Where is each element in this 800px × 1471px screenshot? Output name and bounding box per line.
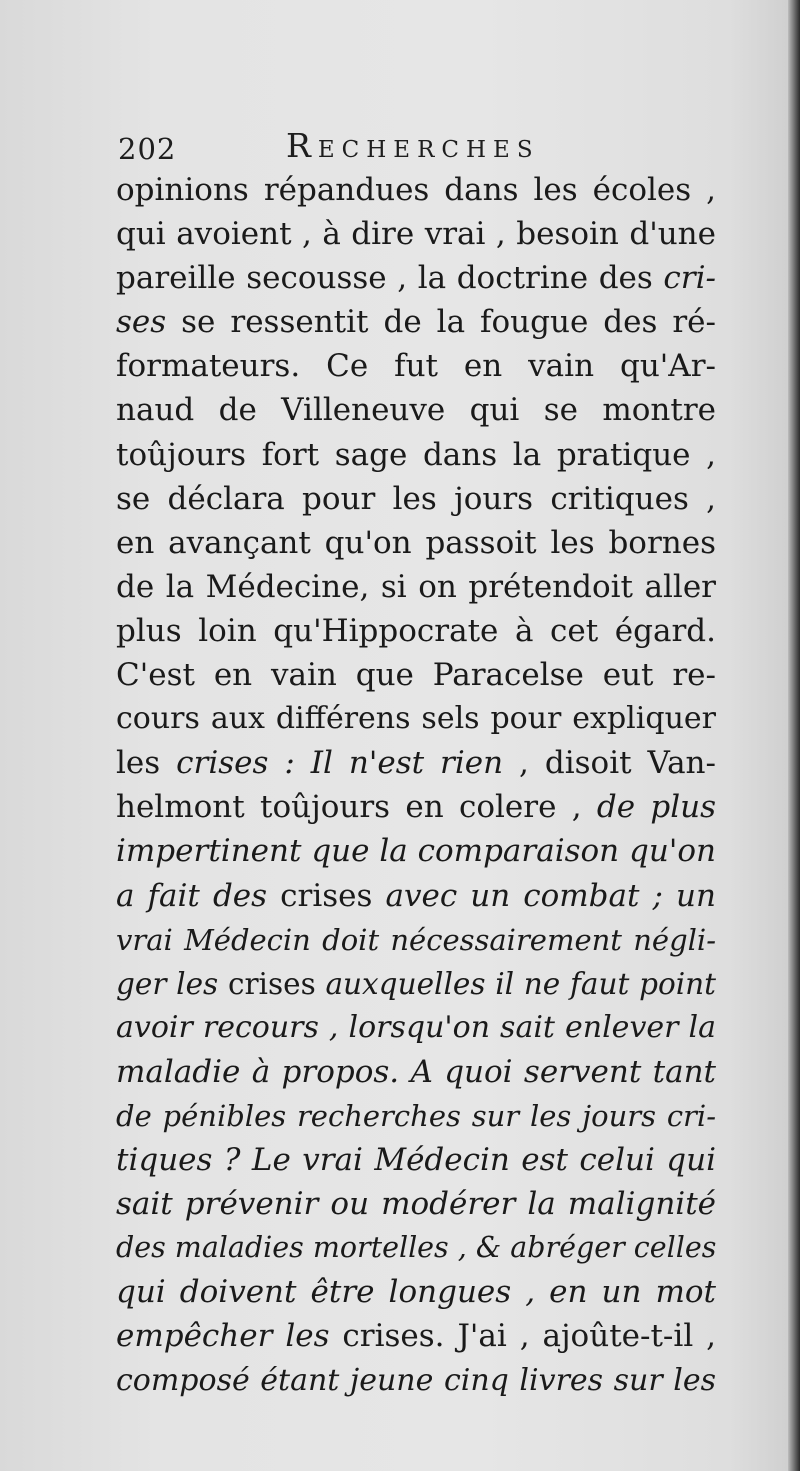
text-segment: toûjours fort sage dans la pratique , xyxy=(116,436,716,473)
text-line xyxy=(116,918,716,962)
text-segment: cours aux différens sels pour expliquer xyxy=(116,701,716,737)
italic-text-segment: de pénibles recherches sur les jours cri- xyxy=(116,1098,716,1133)
text-line xyxy=(116,1314,716,1358)
text-segment: en avançant qu'on passoit les bornes xyxy=(116,524,716,561)
page-number: 202 xyxy=(118,132,177,166)
page-edge-shadow xyxy=(788,0,800,1471)
text-segment: C'est en vain que Paracelse eut re- xyxy=(116,657,716,694)
running-head: Recherches xyxy=(286,126,540,165)
text-line xyxy=(116,344,716,388)
text-segment: de la Médecine, si on prétendoit aller xyxy=(116,568,716,605)
text-line xyxy=(116,785,716,829)
italic-text-segment: ses xyxy=(116,304,167,341)
text-segment: crises xyxy=(227,966,316,1001)
text-line xyxy=(116,256,716,300)
text-line xyxy=(116,874,716,918)
italic-text-segment: avoir recours , lorsqu'on sait enlever la xyxy=(116,1009,716,1045)
text-line xyxy=(116,1182,716,1226)
text-segment: , ajoûte-t-il , xyxy=(506,1318,716,1355)
italic-text-segment: ger les xyxy=(116,966,228,1001)
text-line xyxy=(116,1226,716,1270)
italic-text-segment: vrai Médecin doit nécessairement négli- xyxy=(116,922,716,957)
text-line xyxy=(116,829,716,873)
italic-text-segment: crises : Il n'est rien xyxy=(176,745,504,782)
text-segment: se ressentit de la fougue des ré- xyxy=(166,304,716,341)
text-segment: qui avoient , à dire vrai , besoin d'une xyxy=(116,216,716,253)
text-line xyxy=(116,653,716,697)
text-line xyxy=(116,1094,716,1138)
text-segment: opinions répandues dans les écoles , xyxy=(116,172,716,208)
text-segment: crises. J'ai xyxy=(342,1318,507,1355)
text-line xyxy=(116,477,716,521)
italic-text-segment: sait prévenir ou modérer la malignité xyxy=(116,1186,716,1223)
italic-text-segment: impertinent que la comparaison qu'on xyxy=(116,833,716,870)
text-segment: crises xyxy=(280,877,373,914)
text-line xyxy=(116,697,716,741)
text-segment: naud de Villeneuve qui se montre xyxy=(116,392,716,429)
italic-text-segment: a fait des xyxy=(116,877,281,914)
text-segment: helmont toûjours en colere , xyxy=(116,789,597,826)
text-line xyxy=(116,168,716,212)
italic-text-segment: empêcher les xyxy=(116,1318,343,1355)
text-line xyxy=(116,300,716,344)
text-line xyxy=(116,433,716,477)
italic-text-segment: auxquelles il ne faut point xyxy=(315,966,716,1001)
text-segment: les xyxy=(116,745,177,782)
page-header xyxy=(118,126,718,170)
text-line xyxy=(116,609,716,653)
italic-text-segment: composé étant jeune cinq livres sur les xyxy=(116,1362,716,1398)
italic-text-segment: avec un combat ; un xyxy=(372,877,716,914)
italic-text-segment: des maladies mortelles , & abréger celles xyxy=(116,1231,716,1265)
italic-text-segment: maladie à propos. A quoi servent tant xyxy=(116,1053,716,1090)
body-text xyxy=(116,168,716,1403)
text-line xyxy=(116,962,716,1006)
text-segment: formateurs. Ce fut en vain qu'Ar- xyxy=(116,348,716,385)
text-line xyxy=(116,741,716,785)
text-line xyxy=(116,388,716,432)
text-segment: pareille secousse , la doctrine des xyxy=(116,260,664,297)
italic-text-segment: cri- xyxy=(663,260,716,297)
text-line xyxy=(116,565,716,609)
italic-text-segment: qui doivent être longues , en un mot xyxy=(116,1274,716,1311)
text-segment: , disoit Van- xyxy=(503,745,716,782)
text-line xyxy=(116,1050,716,1094)
text-line xyxy=(116,1006,716,1050)
text-line xyxy=(116,521,716,565)
text-line xyxy=(116,1270,716,1314)
italic-text-segment: tiques ? Le vrai Médecin est celui qui xyxy=(116,1142,716,1179)
italic-text-segment: de plus xyxy=(596,789,716,826)
text-segment: se déclara pour les jours critiques , xyxy=(116,480,716,517)
text-line xyxy=(116,212,716,256)
text-segment: plus loin qu'Hippocrate à cet égard. xyxy=(116,612,716,649)
text-line xyxy=(116,1138,716,1182)
text-line xyxy=(116,1359,716,1403)
